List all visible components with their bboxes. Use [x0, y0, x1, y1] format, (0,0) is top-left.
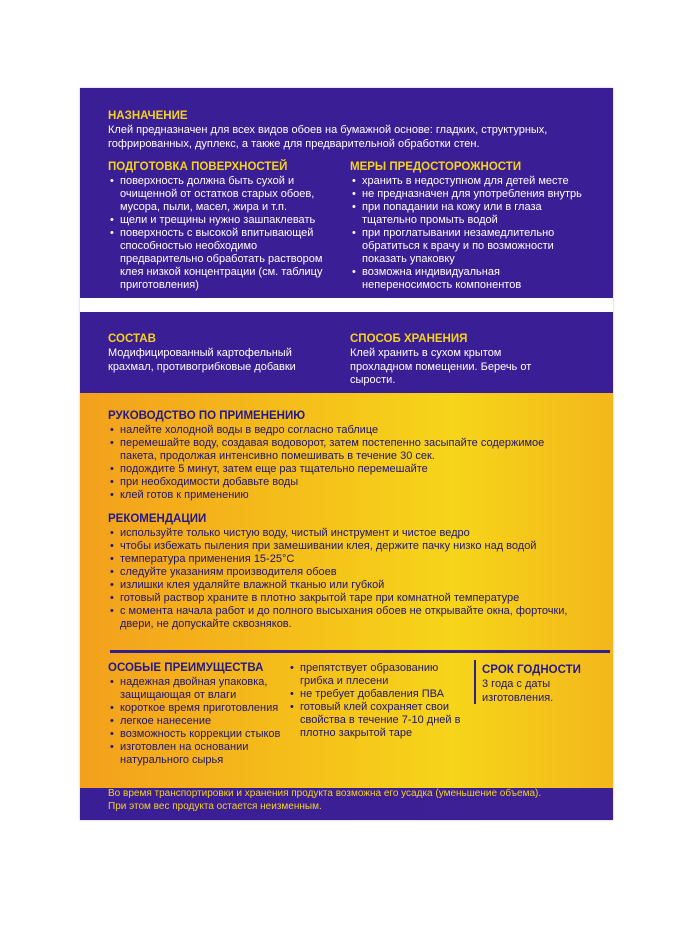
purpose-text: Клей предназначен для всех видов обоев на бумажной основе: гладких, структурных, гофрированных, дуплекс, а также для предварительной обработки стен.	[108, 124, 548, 150]
purpose-section	[108, 110, 578, 151]
list-item: • поверхность с высокой впитывающей способностью необходимо предварительно обработать раствором клея низкой концентрации (см. таблицу приготовления)	[108, 227, 338, 292]
storage-text: Клей хранить в сухом крытом прохладном помещении. Беречь от сырости.	[350, 347, 532, 386]
list-item: • следуйте указаниям производителя обоев	[108, 566, 578, 579]
advantages-title: ОСОБЫЕ ПРЕИМУЩЕСТВА	[108, 662, 264, 674]
list-item: • подождите 5 минут, затем еще раз тщательно перемешайте	[108, 463, 558, 476]
recommendations-title: РЕКОМЕНДАЦИИ	[108, 513, 207, 525]
list-item: • готовый раствор храните в плотно закрытой таре при комнатной температуре	[108, 592, 578, 605]
list-item: • короткое время приготовления	[108, 702, 288, 715]
list-item: • готовый клей сохраняет свои свойства в течение 7-10 дней в плотно закрытой таре	[288, 701, 468, 740]
list-item: • возможна индивидуальная непереносимость компонентов	[350, 266, 590, 292]
list-item: • перемешайте воду, создавая водоворот, затем постепенно засыпайте содержимое пакета, продолжая интенсивно помешивать в течение 30 сек.	[108, 437, 558, 463]
precautions-section	[350, 161, 590, 292]
purpose-title: НАЗНАЧЕНИЕ	[108, 110, 188, 122]
list-item: • температура применения 15-25°С	[108, 553, 578, 566]
precautions-list	[350, 175, 590, 292]
instructions-list	[108, 424, 558, 502]
list-item: • клей готов к применению	[108, 489, 558, 502]
advantages-right-column	[288, 662, 468, 740]
list-item: • поверхность должна быть сухой и очищенной от остатков старых обоев, мусора, пыли, масел, жира и т.п.	[108, 175, 338, 214]
section-divider-line	[110, 650, 610, 653]
list-item: • препятствует образованию грибка и плесени	[288, 662, 468, 688]
storage-title: СПОСОБ ХРАНЕНИЯ	[350, 333, 468, 345]
surface-prep-list	[108, 175, 338, 292]
list-item: • излишки клея удаляйте влажной тканью или губкой	[108, 579, 578, 592]
list-item: • изготовлен на основании натурального сырья	[108, 741, 288, 767]
glue-package-back	[80, 88, 613, 820]
list-item: • щели и трещины нужно зашпаклевать	[108, 214, 338, 227]
list-item: • при попадании на кожу или в глаза тщательно промыть водой	[350, 201, 590, 227]
composition-title: СОСТАВ	[108, 333, 156, 345]
list-item: • с момента начала работ и до полного высыхания обоев не открывайте окна, форточки, двери, не допускайте сквозняков.	[108, 605, 578, 631]
instructions-title: РУКОВОДСТВО ПО ПРИМЕНЕНИЮ	[108, 410, 306, 422]
list-item: • надежная двойная упаковка, защищающая от влаги	[108, 676, 288, 702]
list-item: • при необходимости добавьте воды	[108, 476, 558, 489]
composition-section	[108, 333, 308, 374]
list-item: • легкое нанесение	[108, 715, 288, 728]
shelf-life-text: 3 года с даты изготовления.	[482, 678, 554, 704]
storage-section	[350, 333, 555, 388]
list-item: • не предназначен для употребления внутрь	[350, 188, 590, 201]
advantages-section	[108, 662, 288, 767]
white-divider-stripe	[80, 298, 613, 312]
list-item: • чтобы избежать пыления при замешивании клея, держите пачку низко над водой	[108, 540, 578, 553]
footnote	[108, 788, 598, 813]
list-item: • возможность коррекции стыков	[108, 728, 288, 741]
shelf-life-left-rule	[474, 660, 476, 704]
shelf-life-section	[482, 664, 597, 705]
footnote-line-1: Во время транспортировки и хранения продукта возможна его усадка (уменьшение объема).	[108, 788, 542, 799]
precautions-title: МЕРЫ ПРЕДОСТОРОЖНОСТИ	[350, 161, 522, 173]
advantages-list-left	[108, 676, 288, 767]
list-item: • при проглатывании незамедлительно обратиться к врачу и по возможности показать упаковку	[350, 227, 590, 266]
surface-prep-section	[108, 161, 338, 292]
recommendations-section	[108, 513, 578, 631]
list-item: • не требует добавления ПВА	[288, 688, 468, 701]
recommendations-list	[108, 527, 578, 631]
list-item: • используйте только чистую воду, чистый инструмент и чистое ведро	[108, 527, 578, 540]
list-item: • налейте холодной воды в ведро согласно таблице	[108, 424, 558, 437]
surface-prep-title: ПОДГОТОВКА ПОВЕРХНОСТЕЙ	[108, 161, 288, 173]
shelf-life-title: СРОК ГОДНОСТИ	[482, 664, 581, 676]
list-item: • хранить в недоступном для детей месте	[350, 175, 590, 188]
instructions-section	[108, 410, 558, 502]
composition-text: Модифицированный картофельный крахмал, противогрибковые добавки	[108, 347, 296, 373]
footnote-line-2: При этом вес продукта остается неизменным.	[108, 800, 322, 812]
advantages-list-right	[288, 662, 468, 740]
